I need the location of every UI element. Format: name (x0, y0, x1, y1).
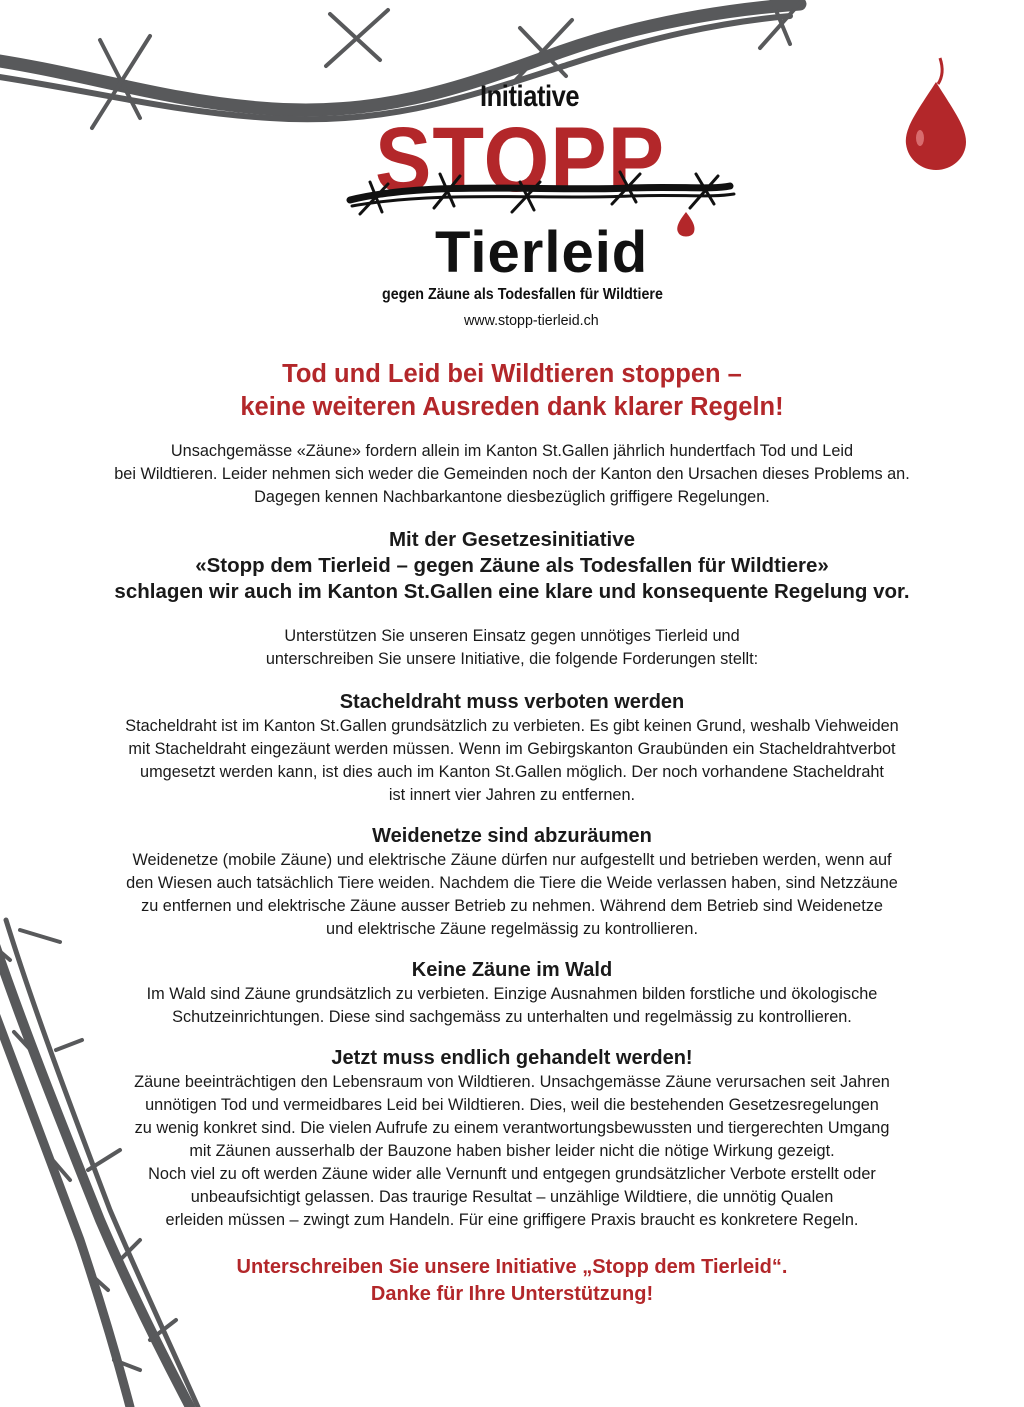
section-line: mit Zäunen ausserhalb der Bauzone haben bisher leider nicht die nötige Wirkung gezeigt. (189, 1142, 835, 1160)
cta-line-1: Unterschreiben Sie unsere Initiative „Stopp dem Tierleid“. (236, 1256, 788, 1278)
section-line: Stacheldraht ist im Kanton St.Gallen grundsätzlich zu verbieten. Es gibt keinen Grund, weshalb Viehweiden (125, 717, 899, 735)
section-line: zu entfernen und elektrische Zäune ausser Betrieb zu nehmen. Während dem Betrieb sind Weidenetze (141, 897, 883, 915)
section-body (40, 1071, 984, 1232)
headline (40, 358, 984, 424)
section-line: Zäune beeinträchtigen den Lebensraum von Wildtieren. Unsachgemässe Zäune verursachen seit Jahren (134, 1073, 890, 1091)
section-body (40, 715, 984, 807)
section-line: Im Wald sind Zäune grundsätzlich zu verbieten. Einzige Ausnahmen bilden forstliche und ökologische (146, 985, 878, 1003)
section-body (40, 983, 984, 1029)
section-handeln (40, 1045, 984, 1232)
support-line-2: unterschreiben Sie unsere Initiative, die folgende Forderungen stellt: (265, 650, 759, 668)
main-content (40, 358, 984, 1308)
section-line: zu wenig konkret sind. Die vielen Aufrufe zu einem verantwortungsbewussten und tiergerechten Umgang (134, 1119, 890, 1137)
section-line: Schutzeinrichtungen. Diese sind sachgemäss zu unterhalten und regelmässig zu kontrollieren. (172, 1008, 852, 1026)
support-paragraph (40, 625, 984, 671)
intro-line-1: Unsachgemässe «Zäune» fordern allein im Kanton St.Gallen jährlich hundertfach Tod und Leid (170, 442, 854, 460)
section-line: ist innert vier Jahren zu entfernen. (388, 786, 636, 804)
logo-subtitle: gegen Zäune als Todesfallen für Wildtiere (382, 286, 663, 303)
support-line-1: Unterstützen Sie unseren Einsatz gegen unnötiges Tierleid und (284, 627, 740, 645)
intro-line-2: bei Wildtieren. Leider nehmen sich weder die Gemeinden noch der Kanton den Ursachen dieses Problems an. (114, 465, 910, 483)
logo-blood-drop-icon (677, 212, 694, 237)
section-title: Stacheldraht muss verboten werden (339, 691, 685, 713)
section-title: Jetzt muss endlich gehandelt werden! (331, 1047, 693, 1069)
initiative-line-1: Mit der Gesetzesinitiative (388, 528, 636, 551)
section-stacheldraht (40, 689, 984, 807)
initiative-line-3: schlagen wir auch im Kanton St.Gallen eine klare und konsequente Regelung vor. (114, 580, 910, 603)
logo-tierleid-text: Tierleid (435, 220, 649, 285)
intro-paragraph (40, 440, 984, 509)
section-body (40, 849, 984, 941)
section-title: Keine Zäune im Wald (411, 959, 613, 981)
headline-line-1: Tod und Leid bei Wildtieren stoppen – (282, 360, 742, 388)
logo-stopp-text: STOPP (375, 109, 665, 211)
section-line: Noch viel zu oft werden Zäune wider alle Vernunft und entgegen grundsätzlicher Verbote erstellt oder (148, 1165, 876, 1183)
call-to-action (40, 1254, 984, 1308)
initiative-logo (330, 80, 710, 340)
section-line: umgesetzt werden kann, ist dies auch im Kanton St.Gallen möglich. Der noch vorhandene Stacheldraht (140, 763, 884, 781)
section-line: und elektrische Zäune regelmässig zu kontrollieren. (326, 920, 698, 938)
section-line: den Wiesen auch tatsächlich Tiere weiden. Nachdem die Tiere die Weide verlassen haben, sind Netzzäune (126, 874, 898, 892)
section-line: unbeaufsichtigt gelassen. Das traurige Resultat – unzählige Wildtiere, die unnötig Qualen (190, 1188, 834, 1206)
section-line: erleiden müssen – zwingt zum Handeln. Für eine griffigere Praxis braucht es konkretere Regeln. (165, 1211, 859, 1229)
section-line: unnötigen Tod und vermeidbares Leid bei Wildtieren. Dies, weil die bestehenden Gesetzesregelungen (145, 1096, 879, 1114)
initiative-statement (40, 527, 984, 605)
cta-line-2: Danke für Ihre Unterstützung! (370, 1283, 654, 1305)
section-line: Weidenetze (mobile Zäune) und elektrische Zäune dürfen nur aufgestellt und betrieben werden, wenn auf (132, 851, 892, 869)
intro-line-3: Dagegen kennen Nachbarkantone diesbezüglich griffigere Regelungen. (254, 488, 770, 506)
logo-initiative-text: Initiative (480, 80, 580, 113)
blood-drop-icon (906, 58, 966, 170)
section-line: mit Stacheldraht eingezäunt werden müssen. Wenn im Gebirgskanton Graubünden ein Stacheldrahtverbot (128, 740, 896, 758)
website-url: www.stopp-tierleid.ch (464, 312, 599, 329)
initiative-line-2: «Stopp dem Tierleid – gegen Zäune als Todesfallen für Wildtiere» (195, 554, 829, 577)
headline-line-2: keine weiteren Ausreden dank klarer Regeln! (240, 393, 784, 421)
section-weidenetze (40, 823, 984, 941)
section-wald (40, 957, 984, 1029)
section-title: Weidenetze sind abzuräumen (372, 825, 652, 847)
